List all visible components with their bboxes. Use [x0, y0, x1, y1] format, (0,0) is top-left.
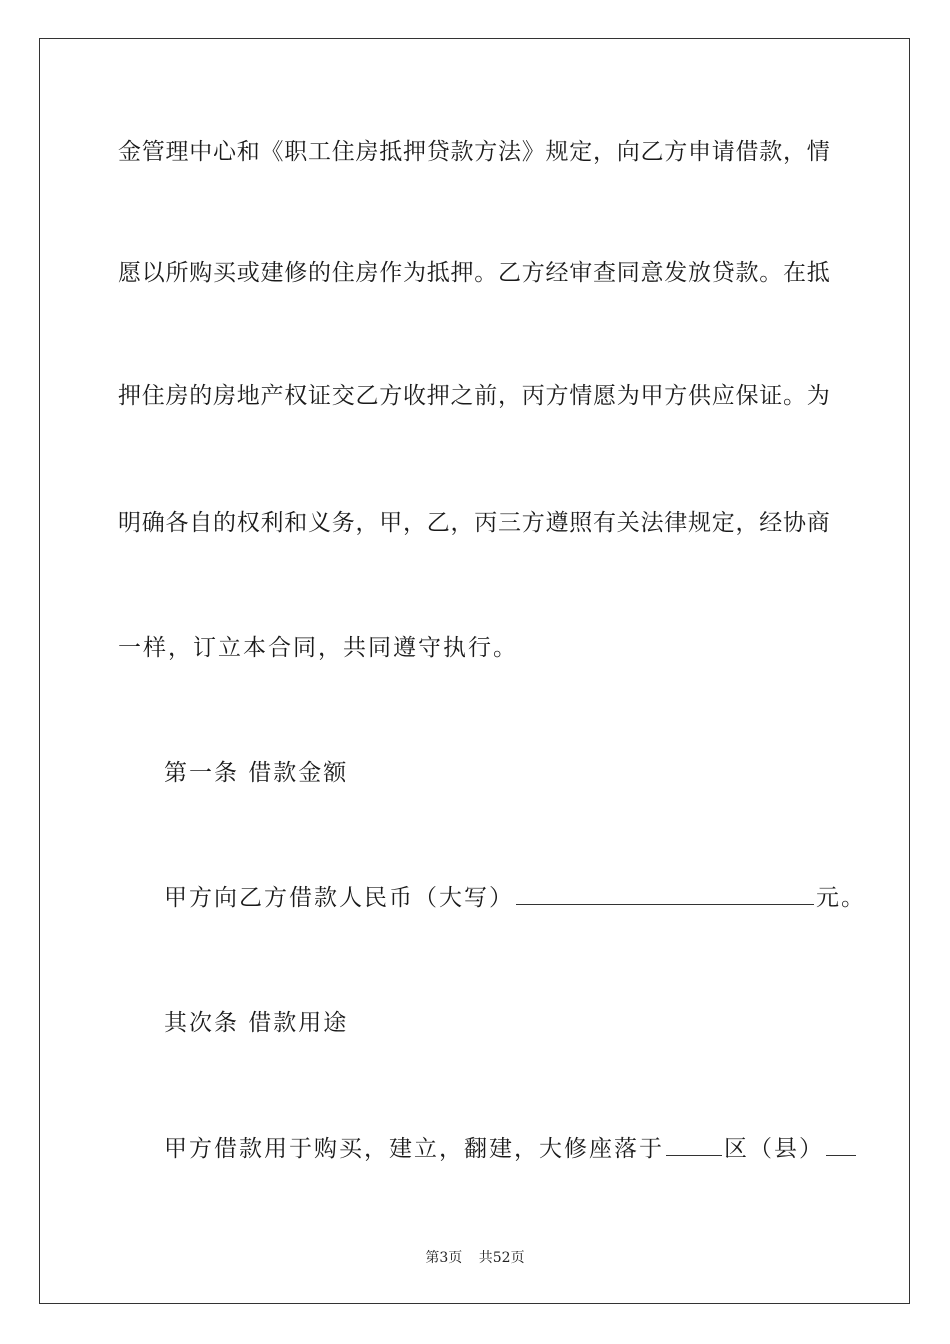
paragraph-line-5: 一样，订立本合同，共同遵守执行。 — [118, 635, 518, 661]
page-number: 第3页 — [425, 1250, 463, 1266]
paragraph-line-3: 押 住 房 的 房 地 产 权 证 交 乙 方 收 押 之 前 ， 丙 方 情 愿 为 甲 方 供 应 保 证 。 为 — [118, 383, 830, 409]
article-2-text-a: 甲方借款用于购买，建立，翻建，大修座落于 — [164, 1136, 664, 1162]
article-1-heading: 第一条 借款金额 — [164, 760, 349, 786]
amount-blank — [516, 882, 814, 905]
article-1-text-after: 元。 — [816, 885, 866, 911]
district-blank — [826, 1133, 856, 1156]
article-2-text — [164, 1133, 858, 1164]
location-blank — [666, 1133, 722, 1156]
article-2-text-b: 区（县） — [724, 1136, 824, 1162]
paragraph-line-2: 愿 以 所 购 买 或 建 修 的 住 房 作 为 抵 押 。 乙 方 经 审 查 同 意 发 放 贷 款 。 在 抵 — [118, 260, 830, 286]
paragraph-line-1: 金 管 理 中 心 和 《 职 工 住 房 抵 押 贷 款 方 法 》 规 定 ， 向 乙 方 申 请 借 款 ， 情 — [118, 139, 830, 165]
page-border — [39, 38, 910, 1304]
total-pages: 共52页 — [478, 1250, 525, 1266]
article-1-text-before: 甲方向乙方借款人民币（大写） — [164, 885, 514, 911]
paragraph-line-4: 明 确 各 自 的 权 利 和 义 务 ， 甲 ， 乙 ， 丙 三 方 遵 照 有 关 法 律 规 定 ， 经 协 商 — [118, 510, 830, 536]
page-footer — [0, 1247, 950, 1267]
article-2-heading: 其次条 借款用途 — [164, 1010, 349, 1036]
article-1-text — [164, 882, 866, 913]
